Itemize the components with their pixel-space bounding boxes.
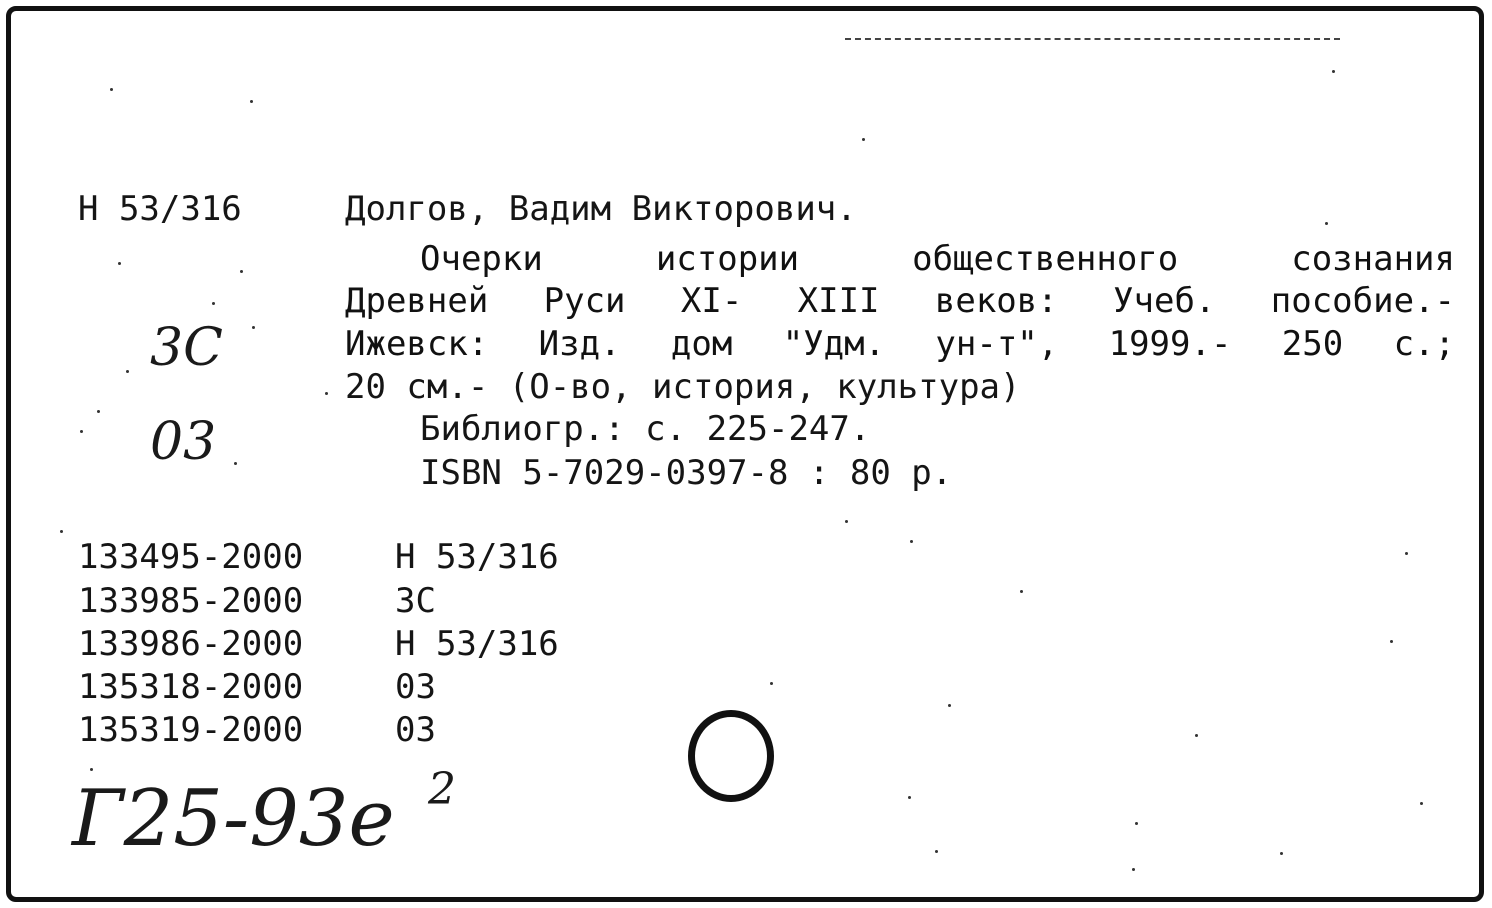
speck [1280, 852, 1283, 855]
speck [80, 430, 83, 433]
top-dashed-line [845, 38, 1340, 40]
speck [110, 88, 113, 91]
speck [250, 100, 253, 103]
handwritten-location-3c: 3С [150, 318, 223, 378]
inventory-number: 133986-2000 [78, 624, 304, 664]
inventory-number: 133495-2000 [78, 537, 304, 577]
speck [1020, 590, 1023, 593]
speck [126, 370, 129, 373]
inventory-number: 135319-2000 [78, 710, 304, 750]
handwritten-code: Г25-93е [72, 774, 395, 864]
speck [935, 850, 938, 853]
speck [90, 768, 93, 771]
handwritten-superscript: 2 [428, 764, 456, 815]
speck [1420, 802, 1423, 805]
speck [1390, 640, 1393, 643]
speck [234, 462, 237, 465]
speck [948, 704, 951, 707]
title-line-2: Древней Руси XI- XIII веков: Учеб. пособие.- [345, 281, 1455, 321]
speck [770, 682, 773, 685]
inventory-location: 3С [395, 581, 436, 621]
speck [1332, 70, 1335, 73]
speck [862, 138, 865, 141]
author-heading: Долгов, Вадим Викторович. [345, 189, 857, 229]
speck [60, 530, 63, 533]
speck [325, 392, 328, 395]
speck [1195, 734, 1198, 737]
inventory-location: 03 [395, 710, 436, 750]
punch-hole-circle [688, 710, 774, 802]
inventory-location: 03 [395, 667, 436, 707]
speck [845, 520, 848, 523]
speck [118, 262, 121, 265]
inventory-location: Н 53/316 [395, 624, 559, 664]
speck [240, 270, 243, 273]
bibliography-note: Библиогр.: с. 225-247. [420, 409, 871, 449]
speck [97, 410, 100, 413]
speck [910, 540, 913, 543]
handwritten-location-03: 03 [150, 412, 217, 472]
imprint-line: Ижевск: Изд. дом "Удм. ун-т", 1999.- 250 с.; [345, 324, 1455, 364]
inventory-location: Н 53/316 [395, 537, 559, 577]
isbn-line: ISBN 5-7029-0397-8 : 80 р. [420, 453, 953, 493]
speck [1325, 222, 1328, 225]
speck [1405, 552, 1408, 555]
series-line: 20 см.- (О-во, история, культура) [345, 367, 1021, 407]
title-line-1: Очерки истории общественного сознания [420, 239, 1455, 279]
speck [252, 326, 255, 329]
speck [212, 302, 215, 305]
inventory-number: 135318-2000 [78, 667, 304, 707]
speck [1132, 868, 1135, 871]
speck [1135, 822, 1138, 825]
shelfmark: Н 53/316 [78, 189, 242, 229]
inventory-number: 133985-2000 [78, 581, 304, 621]
speck [908, 796, 911, 799]
